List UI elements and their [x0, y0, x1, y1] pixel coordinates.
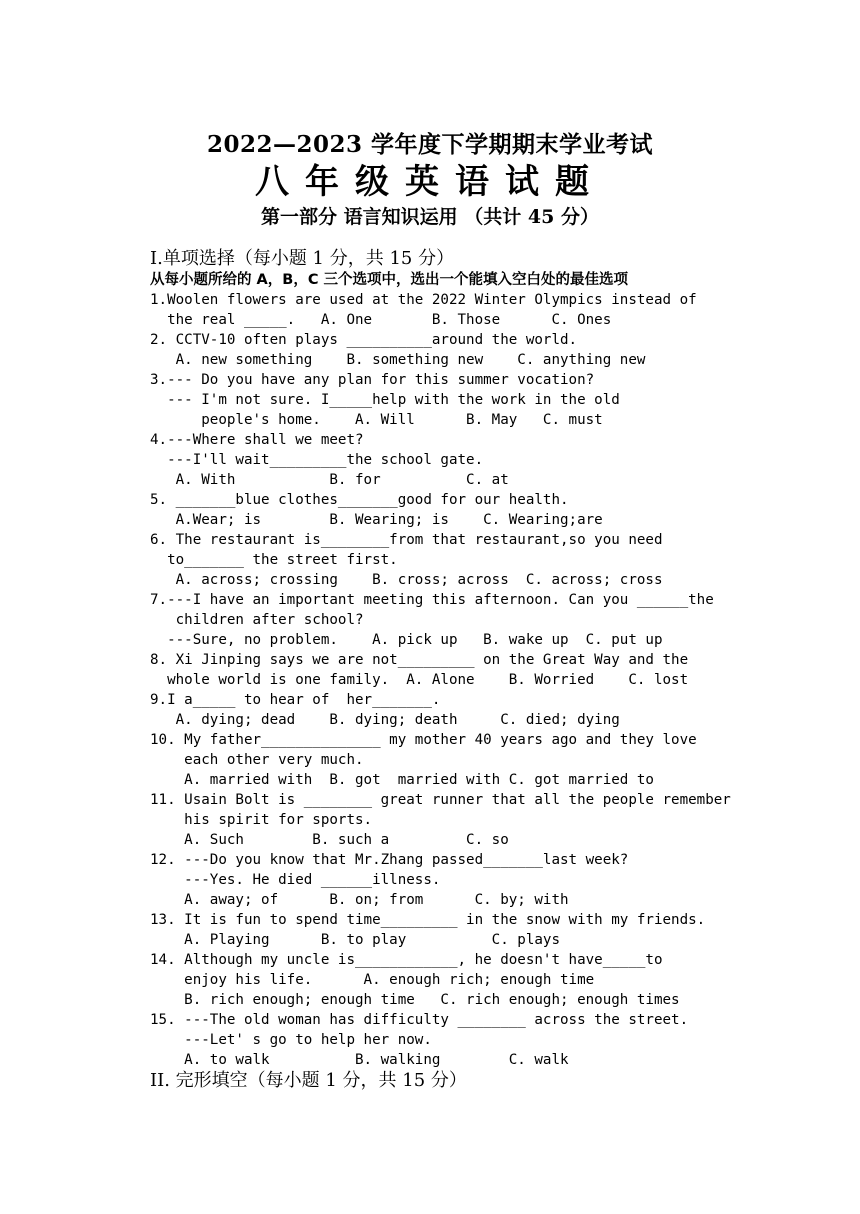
- section-2-heading: II. 完形填空（每小题 1 分，共 15 分）: [150, 1070, 467, 1091]
- question-line: to_______ the street first.: [150, 552, 398, 568]
- question-list: [150, 290, 750, 1070]
- question-line: his spirit for sports.: [150, 812, 373, 828]
- question-line: 12. ---Do you know that Mr.Zhang passed_______last week?: [150, 852, 629, 868]
- question-line: A. Playing B. to play C. plays: [150, 932, 560, 948]
- question-line: A. married with B. got married with C. got married to: [150, 772, 654, 788]
- section-1-heading: I.单项选择（每小题 1 分，共 15 分）: [150, 248, 455, 269]
- question-line: 10. My father______________ my mother 40 years ago and they love: [150, 732, 697, 748]
- question-line: 1.Woolen flowers are used at the 2022 Winter Olympics instead of: [150, 292, 697, 308]
- question-line: ---Yes. He died ______illness.: [150, 872, 441, 888]
- question-line: 8. Xi Jinping says we are not_________ on the Great Way and the: [150, 652, 689, 668]
- question-line: the real _____. A. One B. Those C. Ones: [150, 312, 612, 328]
- question-line: B. rich enough; enough time C. rich enough; enough times: [150, 992, 680, 1008]
- part-one-title: 第一部分 语言知识运用 （共计 45 分）: [261, 206, 599, 228]
- question-line: people's home. A. Will B. May C. must: [150, 412, 603, 428]
- question-line: --- I'm not sure. I_____help with the work in the old: [150, 392, 620, 408]
- question-line: ---I'll wait_________the school gate.: [150, 452, 484, 468]
- question-line: 7.---I have an important meeting this afternoon. Can you ______the: [150, 592, 714, 608]
- exam-content: [150, 248, 750, 1092]
- question-line: enjoy his life. A. enough rich; enough time: [150, 972, 595, 988]
- question-line: A. Such B. such a C. so: [150, 832, 509, 848]
- question-line: 9.I a_____ to hear of her_______.: [150, 692, 441, 708]
- question-line: ---Sure, no problem. A. pick up B. wake up C. put up: [150, 632, 663, 648]
- question-line: 15. ---The old woman has difficulty ________ across the street.: [150, 1012, 689, 1028]
- question-line: 5. _______blue clothes_______good for our health.: [150, 492, 569, 508]
- question-line: each other very much.: [150, 752, 364, 768]
- question-line: whole world is one family. A. Alone B. Worried C. lost: [150, 672, 689, 688]
- question-line: A. new something B. something new C. anything new: [150, 352, 646, 368]
- question-line: A. across; crossing B. cross; across C. across; cross: [150, 572, 663, 588]
- exam-subject-title: 八年级英语试题: [255, 162, 605, 202]
- question-line: 6. The restaurant is________from that restaurant,so you need: [150, 532, 663, 548]
- question-line: 3.--- Do you have any plan for this summer vocation?: [150, 372, 595, 388]
- question-line: 11. Usain Bolt is ________ great runner that all the people remember: [150, 792, 731, 808]
- question-line: 4.---Where shall we meet?: [150, 432, 364, 448]
- question-line: 13. It is fun to spend time_________ in the snow with my friends.: [150, 912, 706, 928]
- question-line: A. away; of B. on; from C. by; with: [150, 892, 569, 908]
- question-line: A. dying; dead B. dying; death C. died; dying: [150, 712, 620, 728]
- question-line: 2. CCTV-10 often plays __________around the world.: [150, 332, 578, 348]
- question-line: 14. Although my uncle is____________, he doesn't have_____to: [150, 952, 663, 968]
- section-1-instruction: 从每小题所给的 A，B，C 三个选项中，选出一个能填入空白处的最佳选项: [150, 272, 629, 288]
- question-line: A.Wear; is B. Wearing; is C. Wearing;are: [150, 512, 603, 528]
- exam-year-title: 2022—2023 学年度下学期期末学业考试: [206, 131, 654, 158]
- question-line: ---Let' s go to help her now.: [150, 1032, 432, 1048]
- question-line: A. to walk B. walking C. walk: [150, 1052, 569, 1068]
- question-line: children after school?: [150, 612, 364, 628]
- question-line: A. With B. for C. at: [150, 472, 509, 488]
